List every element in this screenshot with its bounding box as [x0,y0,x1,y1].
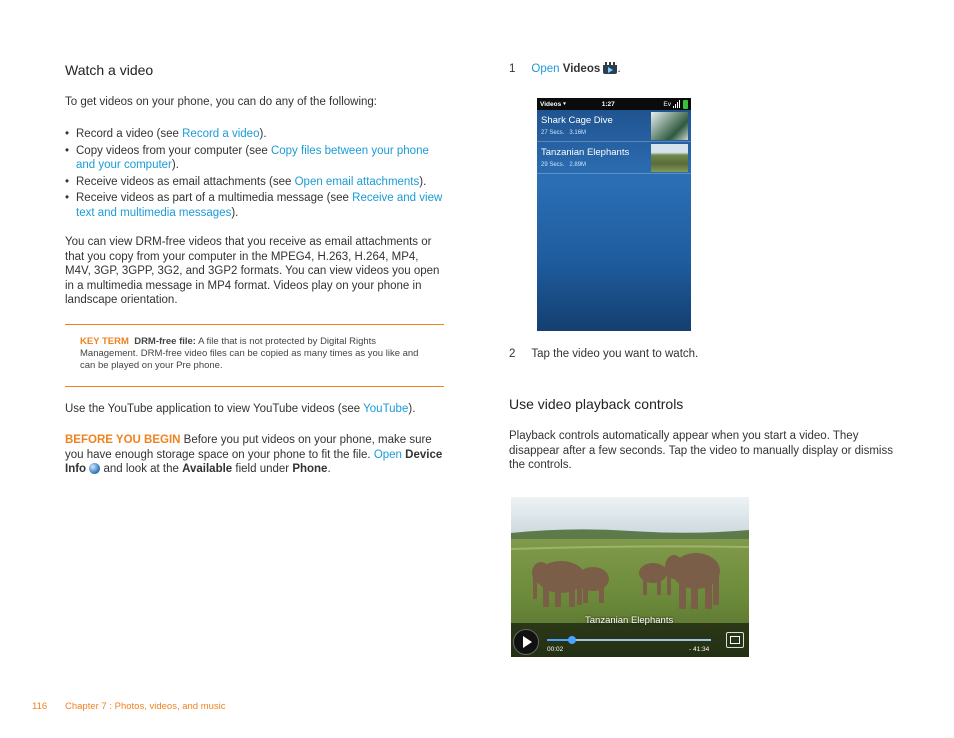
video-meta: 29 Secs. 2.89M [541,162,587,168]
key-term-definition: A file that is not protected by Digital Rights Management. DRM-free video files can be copied as many times as you like and can be played on your Pre phone. [80,336,419,371]
before-label: BEFORE YOU BEGIN [65,434,181,446]
video-title: Tanzanian Elephants [541,147,630,158]
list-item: • Receive videos as email attachments (see Open email attachments). [65,175,445,190]
video-player[interactable] [511,497,749,657]
status-title: Videos [540,100,562,108]
aspect-ratio-icon [730,636,740,644]
seek-handle[interactable] [568,636,576,644]
playback-paragraph: Playback controls automatically appear when you start a video. They disappear after a few seconds. Tap the video to manually display or dismiss the controls. [509,430,893,471]
phone-videos-screen [537,98,691,331]
divider-top [65,324,444,325]
aspect-ratio-button[interactable] [726,632,744,648]
chevron-down-icon: ▾ [563,101,566,107]
key-term-term: DRM-free file: [134,336,196,347]
key-term-box [80,336,430,372]
battery-icon [683,100,688,109]
step-2: 2 Tap the video you want to watch. [509,348,699,360]
link-open-email-attachments[interactable]: Open email attachments [294,175,420,188]
list-item-video[interactable] [537,142,691,174]
list-item: • Copy videos from your computer (see Copy files between your phone and your computer). [65,144,445,173]
key-term-label: KEY TERM [80,336,129,347]
video-thumbnail [651,144,688,172]
device-info-label: Device Info [65,448,443,475]
list-item-video[interactable] [537,110,691,142]
drm-paragraph: You can view DRM-free videos that you receive as email attachments or that you copy from your computer in the MPEG4, H.263, H.264, MP4, M4V, 3GP, 3GPP, 3G2, and 3GP2 formats. You can view videos you open in a multimedia message in MP4 format. Videos play on your phone in landscape orientation. [65,236,440,306]
device-info-icon [89,463,100,474]
play-icon [523,636,532,648]
video-meta: 27 Secs. 3.16M [541,130,587,136]
chapter-label: Chapter 7 : Photos, videos, and music [65,701,226,712]
elapsed-time: 00:02 [547,646,564,653]
link-open-videos[interactable]: Open [531,63,560,75]
link-youtube[interactable]: YouTube [363,403,409,415]
video-caption: Tanzanian Elephants [585,615,674,626]
list-item: • Record a video (see Record a video). [65,127,445,142]
status-carrier: Ev [663,100,671,108]
ways-list [65,127,445,222]
videos-app-label: Videos [562,63,601,75]
remaining-time: - 41:34 [689,646,710,653]
videos-app-icon [603,62,617,74]
link-open[interactable]: Open [373,448,402,461]
seek-bar[interactable] [547,639,711,641]
video-thumbnail [651,112,688,140]
divider-bottom [65,386,444,387]
section-heading-watch-video: Watch a video [65,62,154,78]
page-number: 116 [32,701,48,712]
signal-icon [673,100,680,108]
link-receive-messages[interactable]: Receive and view text and multimedia messages [76,192,443,219]
before-you-begin: BEFORE YOU BEGIN Before you put videos on your phone, make sure you have enough storage space on your phone to fit the file. Open Device Info and look at the Available field under Phone. [65,434,443,475]
step-1: 1 Open Videos . [509,63,621,75]
status-time: 1:27 [601,100,615,108]
video-frame [511,497,749,657]
video-title: Shark Cage Dive [541,115,613,126]
link-copy-files[interactable]: Copy files between your phone and your computer [76,144,429,171]
play-button[interactable] [513,629,539,655]
youtube-text: Use the YouTube application to view YouTube videos (see YouTube). [65,403,416,415]
section-heading-playback-controls: Use video playback controls [509,396,684,412]
list-item: • Receive videos as part of a multimedia message (see Receive and view text and multimedia messages). [65,191,445,220]
status-bar [537,98,691,110]
intro-text: To get videos on your phone, you can do any of the following: [65,96,377,108]
link-record-video[interactable]: Record a video [182,128,260,140]
